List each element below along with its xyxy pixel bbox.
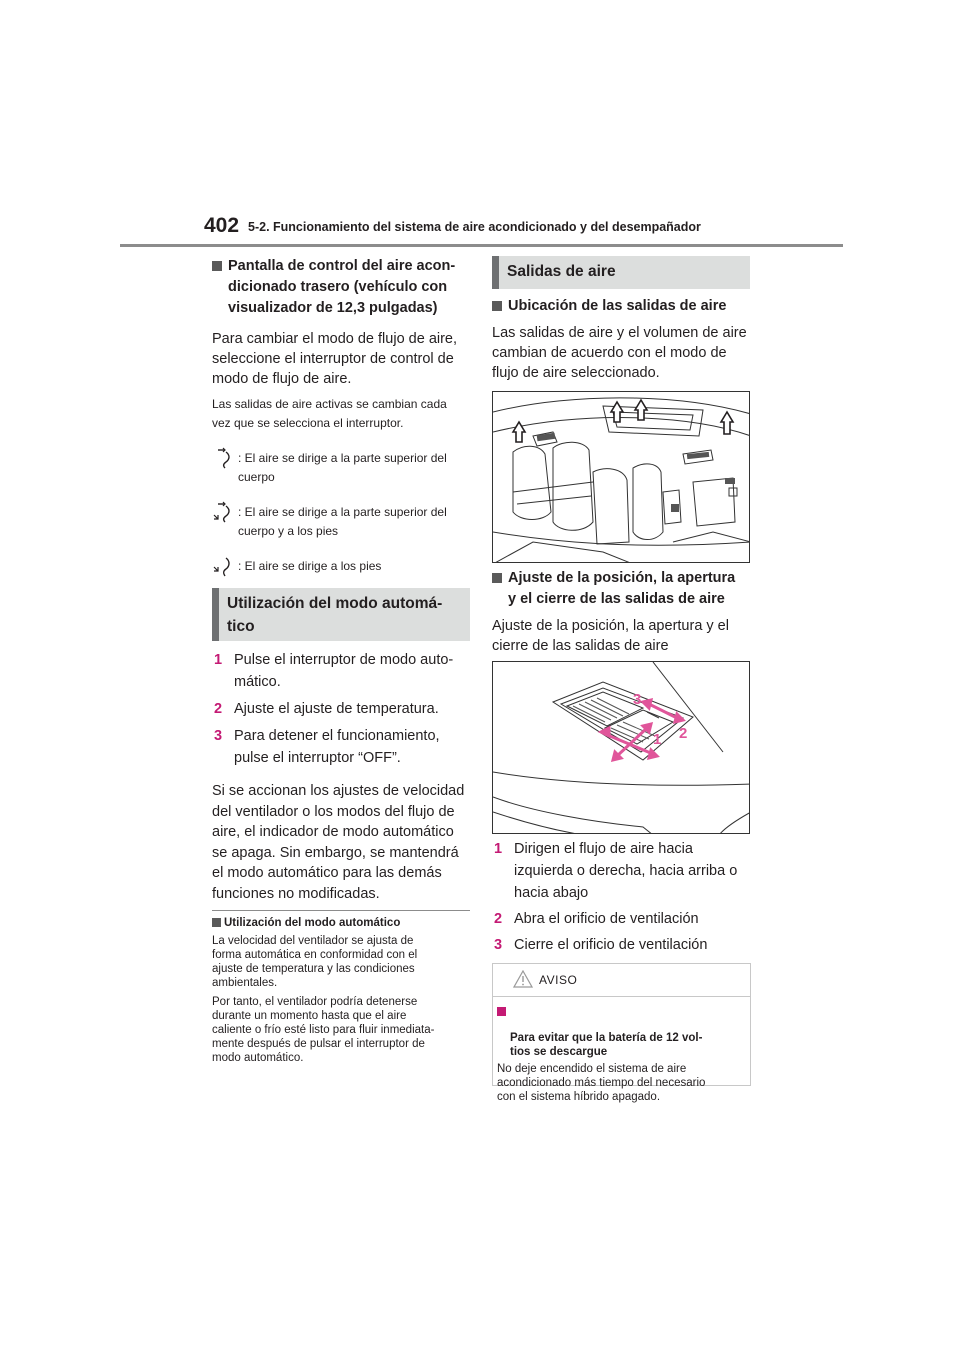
outlet-adjust-paragraph: Ajuste de la posición, la apertura y el cierre de las salidas de aire [492, 618, 729, 654]
airflow-feet-icon [212, 555, 236, 577]
step-item [492, 838, 750, 904]
outlet-location-subhead [492, 296, 750, 317]
left-column [212, 256, 470, 576]
warning-label: AVISO [539, 973, 578, 987]
cabin-interior-drawing [493, 392, 750, 563]
airflow-feet-text: : El aire se dirige a los pies [238, 559, 382, 573]
step-number: 3 [494, 937, 503, 953]
step-item [212, 649, 470, 693]
step-number: 2 [494, 911, 503, 927]
info-paragraph-2: Por tanto, el ventilador podría detenerse durante un momento hasta que el aire caliente o frío esté listo para fluir inmediata- mente después de pulsar el interruptor de modo automático. [212, 996, 435, 1064]
cabin-outlets-illustration [492, 391, 750, 563]
step-text: Ajuste el ajuste de temperatura. [234, 701, 439, 717]
outlets-adjust [492, 568, 750, 656]
callout-3: 3 [633, 691, 642, 708]
info-title-text: Utilización del modo automático [224, 917, 401, 929]
warning-box [492, 963, 751, 1103]
air-outlets-section-title: Salidas de aire [492, 256, 750, 289]
outlet-steps [492, 838, 750, 956]
note-paragraph: Las salidas de aire activas se cambian cada vez que se selecciona el interruptor. [212, 397, 447, 430]
airflow-upper-feet-icon [212, 501, 236, 523]
warning-triangle-icon [513, 970, 533, 988]
running-title: 5-2. Funcionamiento del sistema de aire acondicionado y del desempañador [248, 220, 701, 234]
bullet-square-icon [212, 918, 221, 927]
warning-title-text: Para evitar que la batería de 12 vol- tios se descargue [510, 1032, 703, 1058]
airflow-mode-item [212, 449, 470, 487]
warning-header [493, 964, 750, 997]
airflow-upper-text: : El aire se dirige a la parte superior del cuerpo [238, 451, 447, 484]
page-number: 402 [204, 214, 240, 237]
step-item [492, 934, 750, 956]
ceiling-vent-illustration [492, 661, 750, 834]
warning-text: No deje encendido el sistema de aire acondicionado más tiempo del necesario con el sistema híbrido apagado. [497, 1063, 706, 1103]
info-rule [212, 910, 470, 911]
step-number: 1 [494, 841, 503, 857]
step-number: 3 [214, 728, 223, 744]
info-title [212, 915, 470, 931]
airflow-mode-item [212, 503, 470, 541]
outlet-location-subhead-text: Ubicación de las salidas de aire [508, 298, 727, 314]
info-paragraph-1: La velocidad del ventilador se ajusta de forma automática en conformidad con el ajuste de temperatura y las condiciones ambientales. [212, 935, 418, 989]
auto-mode-steps [212, 649, 470, 904]
step-item [492, 908, 750, 930]
bullet-square-icon [497, 1007, 506, 1016]
airflow-mode-item [212, 557, 470, 576]
step-text: Para detener el funcionamiento, pulse el interruptor “OFF”. [234, 728, 440, 766]
step-number: 2 [214, 701, 223, 717]
bullet-square-icon [492, 573, 502, 583]
step-item [212, 698, 470, 720]
intro-paragraph: Para cambiar el modo de flujo de aire, seleccione el interruptor de control de modo de flujo de aire. [212, 331, 458, 387]
airflow-upper-feet-text: : El aire se dirige a la parte superior del cuerpo y a los pies [238, 505, 447, 538]
callout-1: 1 [653, 731, 662, 748]
step-number: 1 [214, 652, 223, 668]
rear-control-subhead-text: Pantalla de control del aire acon- dicionado trasero (vehículo con visualizador de 12,3 pulgadas) [228, 258, 456, 316]
bullet-square-icon [212, 261, 222, 271]
outlet-adjust-subhead-text: Ajuste de la posición, la apertura y el cierre de las salidas de aire [508, 570, 736, 607]
outlet-location-paragraph: Las salidas de aire y el volumen de aire cambian de acuerdo con el modo de flujo de aire seleccionado. [492, 325, 747, 381]
step-item [212, 725, 470, 769]
outlets-location [492, 296, 750, 383]
callout-2: 2 [679, 725, 688, 742]
info-note [212, 915, 470, 1065]
warning-title [497, 1003, 742, 1059]
step-text: Dirigen el flujo de aire hacia izquierda o derecha, hacia arriba o hacia abajo [514, 841, 738, 901]
header-rule [120, 244, 843, 247]
rear-control-subhead [212, 256, 470, 319]
step-text: Cierre el orificio de ventilación [514, 937, 708, 953]
after-steps-paragraph: Si se accionan los ajustes de velocidad del ventilador o los modos del flujo de aire, el indicador de modo automático se apaga. Sin embargo, se mantendrá el modo automático para las demás funciones no modificadas. [212, 783, 465, 902]
step-text: Pulse el interruptor de modo auto- mático. [234, 652, 454, 690]
outlet-adjust-subhead [492, 568, 750, 610]
ceiling-vent-drawing [493, 662, 750, 834]
auto-mode-section-title: Utilización del modo automá- tico [212, 588, 470, 641]
step-text: Abra el orificio de ventilación [514, 911, 699, 927]
airflow-upper-icon [212, 447, 236, 469]
bullet-square-icon [492, 301, 502, 311]
